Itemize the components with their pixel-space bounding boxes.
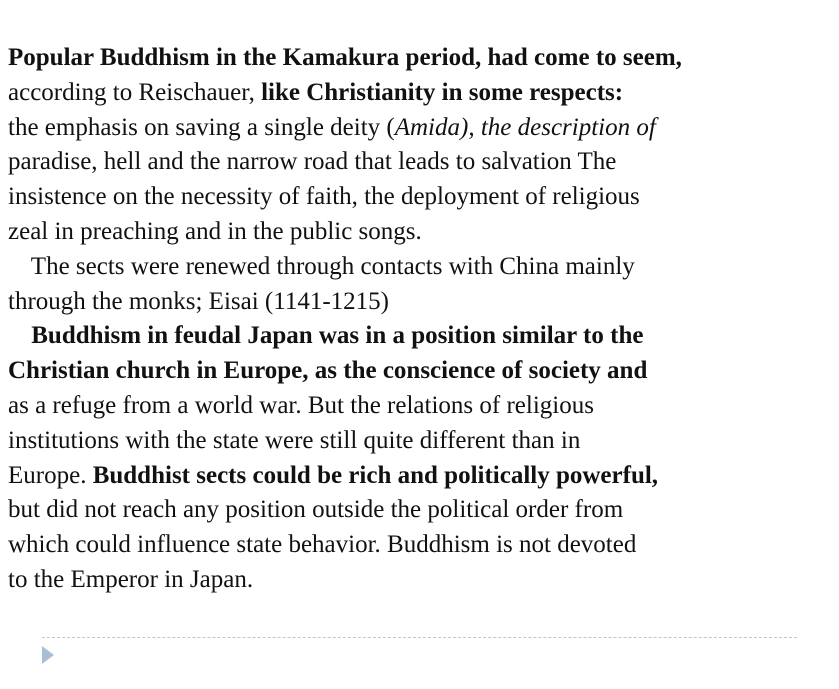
text-segment: paradise, hell and the narrow road that leads to salvation The xyxy=(8,148,617,176)
slide-body-text xyxy=(8,41,834,598)
text-line xyxy=(8,180,834,215)
text-line xyxy=(8,215,834,250)
text-line xyxy=(8,528,834,563)
text-segment: as a refuge from a world war. But the relations of religious xyxy=(8,391,594,419)
text-segment: the emphasis on saving a single deity ( xyxy=(8,113,395,141)
triangle-right-icon[interactable] xyxy=(42,646,54,664)
text-segment: The sects were renewed through contacts with China mainly xyxy=(25,252,635,280)
text-line xyxy=(8,459,834,494)
text-segment: Buddhist sects could be rich and politically powerful, xyxy=(92,461,659,489)
text-line xyxy=(8,354,834,389)
text-segment: Amida), the description of xyxy=(394,113,656,141)
text-segment: according to Reischauer, xyxy=(8,78,262,106)
text-segment: zeal in preaching and in the public songs. xyxy=(8,217,422,245)
text-segment: but did not reach any position outside the political order from xyxy=(8,496,624,524)
text-line xyxy=(8,76,834,111)
footer-divider xyxy=(42,637,797,638)
bullet-line xyxy=(8,319,834,354)
text-line xyxy=(8,563,834,598)
text-segment: Popular Buddhism in the Kamakura period, had come to seem, xyxy=(8,44,682,71)
text-segment: which could influence state behavior. Buddhism is not devoted xyxy=(8,531,637,559)
text-line xyxy=(8,41,834,76)
text-line xyxy=(8,493,834,528)
text-segment: like Christianity in some respects: xyxy=(261,78,624,106)
text-segment: Buddhism in feudal Japan was in a position similar to the xyxy=(25,322,644,350)
text-line xyxy=(8,424,834,459)
text-segment: to the Emperor in Japan. xyxy=(8,565,254,593)
text-line xyxy=(8,145,834,180)
text-line xyxy=(8,285,834,320)
text-segment: Christian church in Europe, as the conscience of society and xyxy=(8,357,648,385)
text-segment: institutions with the state were still quite different than in xyxy=(8,426,581,454)
text-segment: Europe. xyxy=(8,461,93,489)
text-line xyxy=(8,111,834,146)
text-segment: insistence on the necessity of faith, the deployment of religious xyxy=(8,183,640,211)
text-line xyxy=(8,389,834,424)
text-segment: through the monks; Eisai (1141-1215) xyxy=(8,287,389,315)
bullet-line xyxy=(8,250,834,285)
